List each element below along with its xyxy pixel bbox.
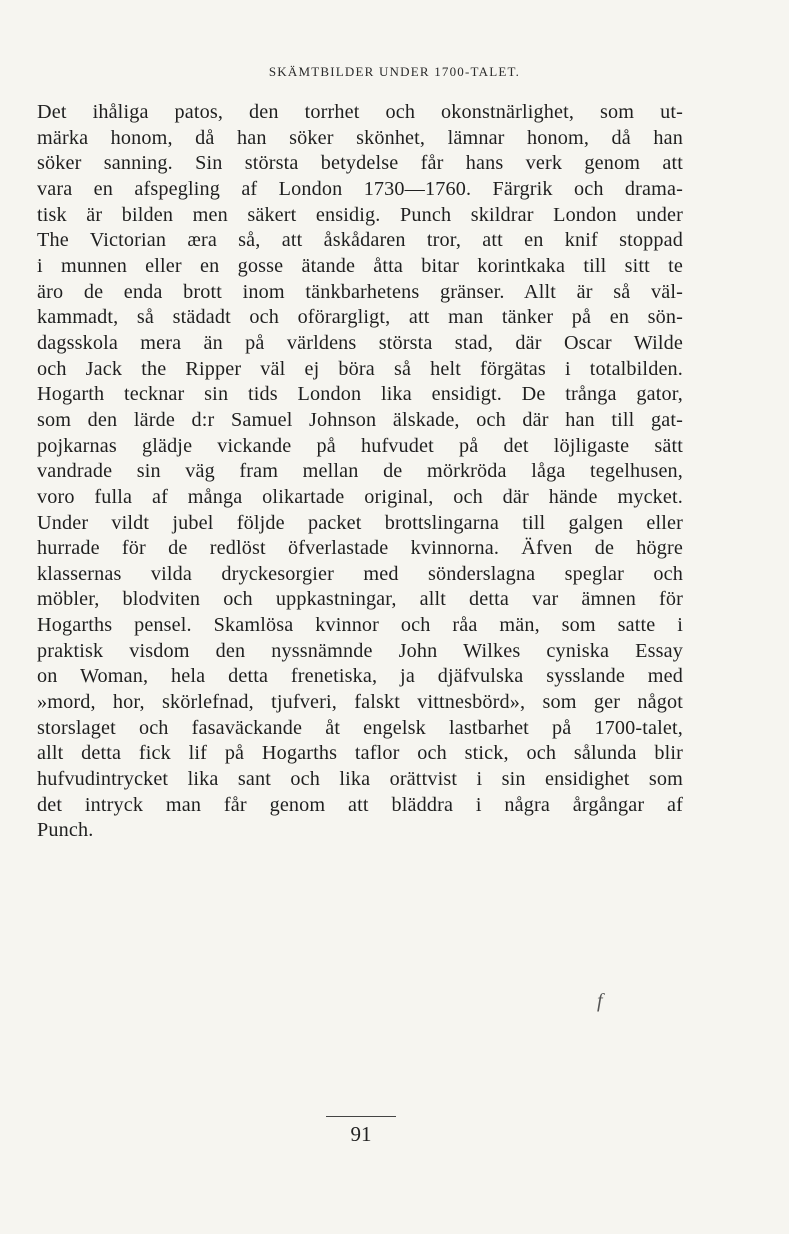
text-line-last: Punch.: [37, 819, 94, 842]
stray-mark: f: [597, 990, 603, 1012]
text-line: voro fulla af många olikartade original, och där hände mycket.: [37, 485, 683, 508]
text-line: tisk är bilden men säkert ensidig. Punch skildrar London under: [37, 203, 683, 226]
text-line: märka honom, då han söker skönhet, lämnar honom, då han: [37, 126, 683, 149]
text-line: söker sanning. Sin största betydelse får hans verk genom att: [37, 152, 683, 175]
body-paragraph: [37, 100, 683, 844]
running-head: SKÄMTBILDER UNDER 1700-TALET.: [268, 64, 521, 79]
page-number: 91: [350, 1122, 372, 1146]
text-line: vara en afspegling af London 1730—1760. Färgrik och drama-: [37, 177, 683, 200]
text-line: hufvudintrycket lika sant och lika orättvist i sin ensidighet som: [37, 768, 683, 791]
text-line: allt detta fick lif på Hogarths taflor och stick, och sålunda blir: [37, 742, 683, 765]
text-line: som den lärde d:r Samuel Johnson älskade, och där han till gat-: [37, 408, 683, 431]
text-line: Det ihåliga patos, den torrhet och okonstnärlighet, som ut-: [37, 101, 683, 123]
text-line: det intryck man får genom att bläddra i några årgångar af: [37, 793, 683, 816]
text-line: vandrade sin väg fram mellan de mörkröda låga tegelhusen,: [37, 460, 683, 483]
text-line: praktisk visdom den nyssnämnde John Wilkes cyniska Essay: [37, 639, 683, 662]
text-line: hurrade för de redlöst öfverlastade kvinnorna. Äfven de högre: [37, 537, 683, 560]
text-line: The Victorian æra så, att åskådaren tror, att en knif stoppad: [37, 229, 683, 252]
text-line: Hogarths pensel. Skamlösa kvinnor och råa män, som satte i: [37, 614, 683, 637]
text-line: pojkarnas glädje vickande på hufvudet på det löjligaste sätt: [37, 434, 683, 457]
text-line: Under vildt jubel följde packet brottslingarna till galgen eller: [37, 511, 683, 534]
text-line: on Woman, hela detta frenetiska, ja djäfvulska sysslande med: [37, 665, 683, 688]
text-line: äro de enda brott inom tänkbarhetens gränser. Allt är så väl-: [37, 280, 683, 303]
text-line: kammadt, så städadt och oförargligt, att man tänker på en sön-: [37, 306, 683, 329]
footer-rule: [326, 1116, 396, 1117]
text-line: och Jack the Ripper väl ej böra så helt förgätas i totalbilden.: [37, 357, 683, 380]
text-line: storslaget och fasaväckande åt engelsk lastbarhet på 1700-talet,: [37, 716, 683, 739]
text-line: i munnen eller en gosse ätande åtta bitar korintkaka till sitt te: [37, 254, 683, 277]
text-line: dagsskola mera än på världens största stad, där Oscar Wilde: [37, 331, 683, 354]
text-line: möbler, blodviten och uppkastningar, allt detta var ämnen för: [37, 588, 683, 611]
text-line: klassernas vilda dryckesorgier med sönderslagna speglar och: [37, 562, 683, 585]
text-line: »mord, hor, skörlefnad, tjufveri, falskt vittnesbörd», som ger något: [37, 691, 683, 714]
text-line: Hogarth tecknar sin tids London lika ensidigt. De trånga gator,: [37, 383, 683, 406]
